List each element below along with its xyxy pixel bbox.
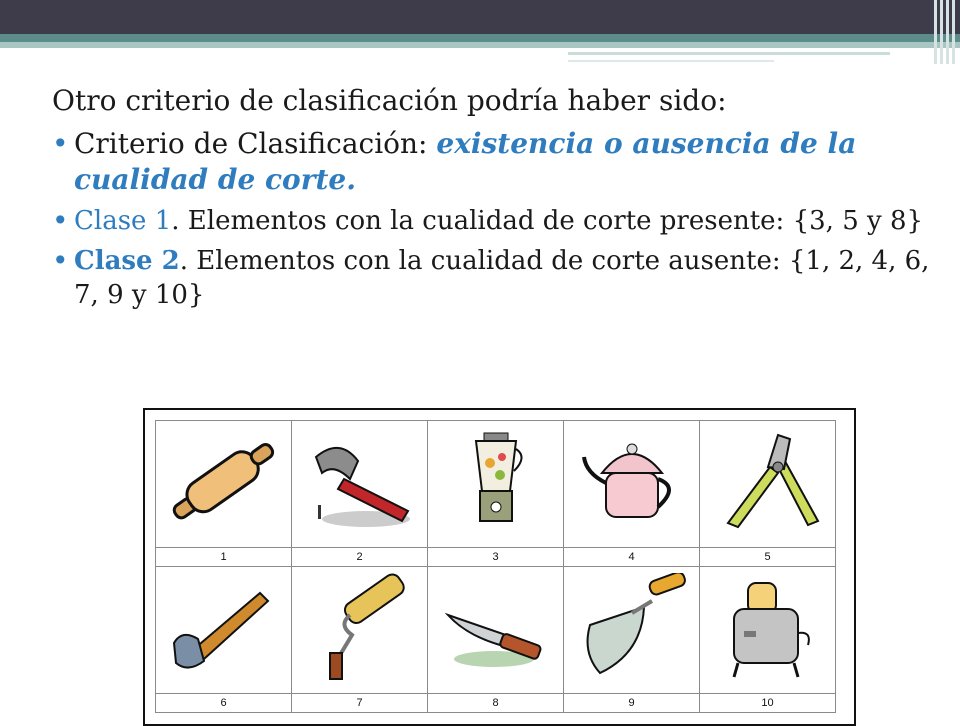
slide-heading: Otro criterio de clasificación podría haber sido:: [52, 84, 727, 117]
top-accent-band: [0, 34, 960, 42]
item-number: 8: [428, 694, 564, 713]
bullet-dot: •: [52, 127, 69, 160]
item-number: 6: [156, 694, 292, 713]
decorative-vertical-bars: [930, 0, 960, 64]
slide-content: [52, 84, 932, 318]
decorative-line-short: [568, 60, 774, 62]
bullet-criterio: [52, 126, 932, 198]
item-number: 10: [700, 694, 836, 713]
cell-blender: [428, 421, 564, 548]
criterio-label: Criterio de Clasificación:: [74, 127, 437, 160]
decorative-line: [568, 52, 890, 55]
item-number: 5: [700, 548, 836, 567]
pliers-icon: [708, 427, 828, 537]
clase-1-label: Clase 1: [74, 206, 172, 236]
clase-1-text: . Elementos con la cualidad de corte presente: {3, 5 y 8}: [171, 206, 924, 236]
criterio-value: existencia o ausencia de la cualidad de corte.: [74, 127, 857, 196]
bullet-dot: •: [52, 204, 69, 237]
top-light-band: [0, 42, 960, 48]
tools-grid: [155, 420, 836, 713]
item-number: 2: [292, 548, 428, 567]
cell-hammer: [292, 421, 428, 548]
item-number: 1: [156, 548, 292, 567]
cell-trowel: [564, 567, 700, 694]
item-number: 7: [292, 694, 428, 713]
toaster-icon: [708, 573, 828, 683]
clase-2-label: Clase 2: [74, 246, 180, 276]
item-number: 4: [564, 548, 700, 567]
clase-2-text: . Elementos con la cualidad de corte ausente: {1, 2, 4, 6, 7, 9 y 10}: [74, 246, 930, 310]
cell-knife: [428, 567, 564, 694]
cell-wrench: [156, 567, 292, 694]
cell-toaster: [700, 567, 836, 694]
teapot-icon: [572, 427, 692, 537]
knife-icon: [436, 573, 556, 683]
item-number: 3: [428, 548, 564, 567]
tools-figure: [143, 408, 856, 726]
cell-pliers: [700, 421, 836, 548]
bullet-dot: •: [52, 244, 69, 277]
top-bar: [0, 0, 960, 34]
wrench-icon: [164, 573, 284, 683]
rolling-pin-icon: [164, 427, 284, 537]
cell-paint-roller: [292, 567, 428, 694]
bullet-clase-2: [52, 244, 932, 312]
cell-rolling-pin: [156, 421, 292, 548]
item-number: 9: [564, 694, 700, 713]
blender-icon: [436, 427, 556, 537]
cell-teapot: [564, 421, 700, 548]
trowel-icon: [572, 573, 692, 683]
paint-roller-icon: [300, 573, 420, 683]
hammer-icon: [300, 427, 420, 537]
bullet-clase-1: [52, 204, 932, 238]
